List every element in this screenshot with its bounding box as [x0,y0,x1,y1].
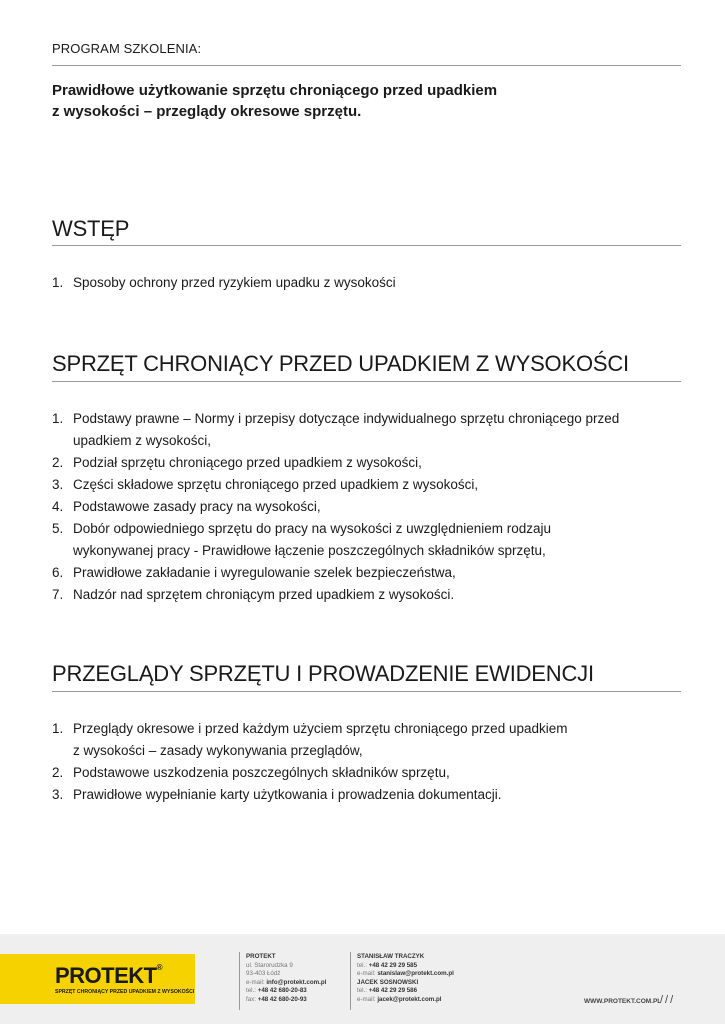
list-item: 7. Nadzór nad sprzętem chroniącym przed upadkiem z wysokości. [52,587,455,602]
section-heading-sprzet: SPRZĘT CHRONIĄCY PRZED UPADKIEM Z WYSOKOŚCI [52,351,629,376]
divider [52,691,681,692]
divider [52,245,681,246]
divider [52,65,681,66]
footer-divider [239,952,240,1010]
list-item: 1. Sposoby ochrony przed ryzykiem upadku z wysokości [52,275,396,290]
list-item: 4. Podstawowe zasady pracy na wysokości, [52,499,321,514]
list-item: 5. Dobór odpowiedniego sprzętu do pracy na wysokości z uwzględnieniem rodzaju wykonywanej pracy - Prawidłowe łączenie poszczególnych składników sprzętu, [52,521,552,558]
document-title [52,80,652,122]
section-list-przeglady [52,718,681,806]
protekt-logo [0,954,195,1004]
list-item: 2. Podział sprzętu chroniącego przed upadkiem z wysokości, [52,455,422,470]
section-list-sprzet [52,408,681,606]
title-line: Prawidłowe użytkowanie sprzętu chroniącego przed upadkiem [52,82,498,99]
list-item: 3. Prawidłowe wypełnianie karty użytkowania i prowadzenia dokumentacji. [52,787,502,802]
section-list-wstep [52,272,681,294]
contact-email-link[interactable]: jacek@protekt.com.pl [377,995,442,1003]
list-item: 1. Przeglądy okresowe i przed każdym użyciem sprzętu chroniącego przed upadkiem z wysokości – zasady wykonywania przeglądów, [52,721,568,758]
section-heading-przeglady: PRZEGLĄDY SPRZĘTU I PROWADZENIE EWIDENCJI [52,661,594,686]
company-info: PROTEKT ul. Starorudzka 9 93-403 Łódź e-mail: info@protekt.com.pl tel.: +48 42 680-20-83 fax: +48 42 680-20-93 [246,953,327,1003]
logo-wordmark: PROTEKT® [55,963,163,988]
website-link[interactable]: WWW.PROTEKT.COM.PL [584,998,662,1005]
list-item: 3. Części składowe sprzętu chroniącego przed upadkiem z wysokości, [52,477,479,492]
contact-info: STANISŁAW TRACZYK tel.: +48 42 29 29 585 e-mail: stanislaw@protekt.com.pl JACEK SOSNOWSKI tel.: +48 42 29 29 586 e-mail: jacek@protekt.com.pl [357,953,454,1003]
program-label: PROGRAM SZKOLENIA: [52,41,202,56]
list-item: 1. Podstawy prawne – Normy i przepisy dotyczące indywidualnego sprzętu chroniącego przed upadkiem z wysokości, [52,411,620,448]
contact-email-link[interactable]: stanislaw@protekt.com.pl [377,970,454,978]
footer-divider [350,952,351,1010]
company-email-link[interactable]: info@protekt.com.pl [266,978,327,986]
divider [52,381,681,382]
title-line: z wysokości – przeglądy okresowe sprzętu. [52,103,362,120]
list-item: 2. Podstawowe uszkodzenia poszczególnych składników sprzętu, [52,765,450,780]
footer [0,934,725,1024]
list-item: 6. Prawidłowe zakładanie i wyregulowanie szelek bezpieczeństwa, [52,565,456,580]
logo-tagline: SPRZĘT CHRONIĄCY PRZED UPADKIEM Z WYSOKOŚCI [55,989,195,995]
decorative-slashes: /// [660,994,676,1006]
section-heading-wstep: WSTĘP [52,216,130,241]
